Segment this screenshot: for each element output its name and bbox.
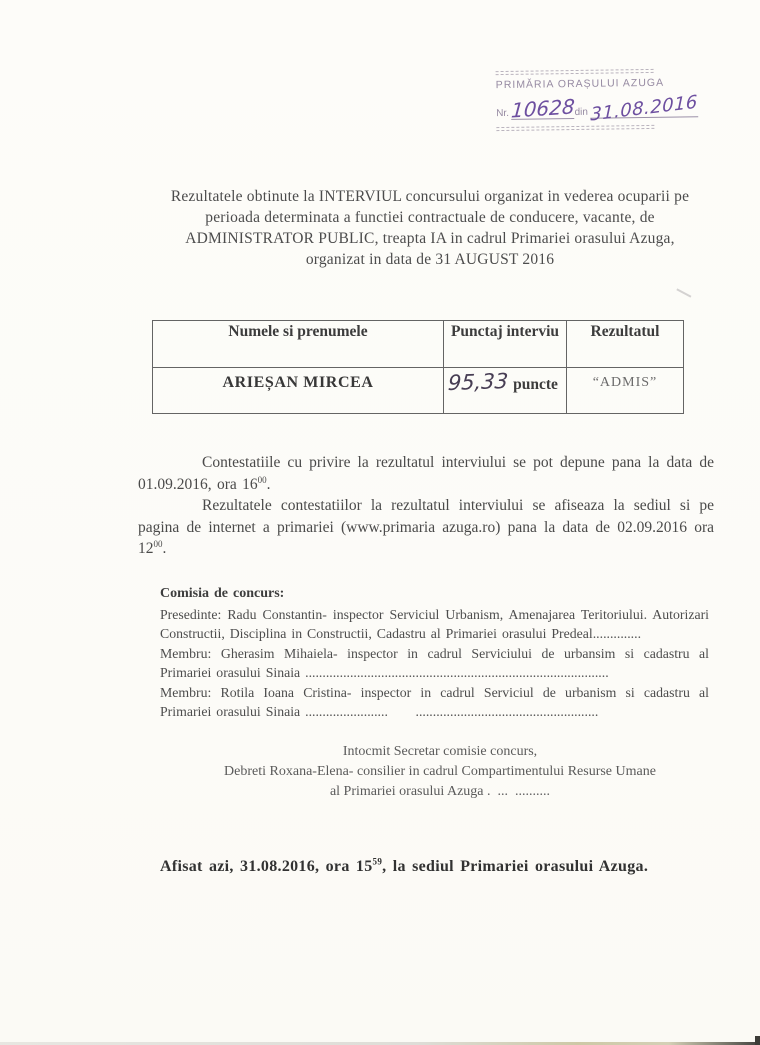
posting-notice: [160, 858, 648, 876]
stamp-number-row: [496, 90, 698, 126]
footer-text: Afisat azi, 31.08.2016, ora 15: [160, 858, 373, 875]
score-unit-label: puncte: [513, 376, 558, 393]
signature-line: Intocmit Secretar comisie concurs,: [342, 744, 538, 759]
signature-block: [180, 742, 700, 802]
registration-stamp: [495, 69, 698, 133]
signature-line: al Primariei orasului Azuga . ... ..........: [329, 784, 551, 799]
scan-corner-mark: [755, 1036, 760, 1045]
paragraph-text: Rezultatele contestatiilor la rezultatul interviului se afiseaza la sediul si pe pagina de internet a primariei (www.primaria azuga.ro) pana la data de 02.09.2016 ora 12: [138, 497, 714, 557]
commission-section: [160, 584, 709, 722]
commission-heading: Comisia de concurs:: [160, 586, 285, 601]
commission-member: Membru: Gherasim Mihaiela- inspector in cadrul Serviciului de urbansim si cadastru al Primariei orasului Sinaia ........................................................................................: [160, 645, 709, 680]
column-header-score: Punctaj interviu: [444, 321, 567, 368]
commission-member-president: Presedinte: Radu Constantin- inspector Serviciul Urbanism, Amenajarea Teritoriului. Autorizari Constructii, Disciplina in Constructii, Cadastru al Primariei orasului Predeal..............: [160, 606, 709, 641]
commission-member: Membru: Rotila Ioana Cristina- inspector in cadrul Serviciul de urbanism si cadastru al Primariei orasului Sinaia ........................ .....................................................: [160, 684, 709, 719]
superscript: 00: [153, 538, 163, 549]
stamp-border-line: [496, 72, 654, 75]
paragraph-contestation-results: [138, 495, 714, 560]
paragraph-text: Contestatiile cu privire la rezultatul interviului se pot depune pana la data de 01.09.2016, ora 16: [138, 454, 714, 493]
stamp-nr-underline: [510, 94, 576, 123]
superscript: 59: [372, 856, 383, 867]
result-value: “ADMIS”: [567, 368, 684, 414]
title-line: perioada determinata a functiei contractuale de conducere, vacante, de: [205, 209, 655, 226]
candidate-name: ARIEȘAN MIRCEA: [153, 368, 444, 414]
stamp-nr-value-handwritten: 10628: [510, 94, 576, 123]
score-value-handwritten: 95,33: [447, 368, 509, 396]
column-header-name: Numele si prenumele: [153, 321, 444, 368]
stamp-nr-label: Nr.: [496, 107, 510, 120]
table-row: [153, 368, 684, 414]
paragraph-text: .: [162, 540, 167, 557]
column-header-result: Rezultatul: [567, 321, 684, 368]
scan-smudge: [677, 288, 692, 297]
stamp-din-label: din: [574, 106, 589, 119]
paragraph-text: .: [266, 475, 271, 493]
body-paragraphs: [138, 452, 714, 560]
interview-score-cell: [444, 368, 567, 414]
table-header-row: [153, 321, 684, 368]
title-line: ADMINISTRATOR PUBLIC, treapta IA in cadrul Primariei orasului Azuga,: [185, 230, 675, 247]
stamp-org-name: PRIMĂRIA ORAȘULUI AZUGA: [495, 76, 665, 92]
footer-text: , la sediul Primariei orasului Azuga.: [382, 858, 649, 875]
results-table: [152, 320, 684, 414]
document-title: [140, 186, 720, 270]
signature-line: Debreti Roxana-Elena- consilier in cadrul Compartimentului Resurse Umane: [224, 764, 656, 779]
stamp-date-value-handwritten: 31.08.2016: [590, 91, 698, 126]
paragraph-contestation-deadline: [138, 452, 714, 495]
superscript: 00: [257, 474, 267, 485]
stamp-date-underline: [590, 91, 698, 126]
title-line: organizat in data de 31 AUGUST 2016: [305, 251, 555, 268]
stamp-border-line: [496, 128, 654, 131]
title-line: Rezultatele obtinute la INTERVIUL concursului organizat in vederea ocuparii pe: [170, 188, 690, 205]
